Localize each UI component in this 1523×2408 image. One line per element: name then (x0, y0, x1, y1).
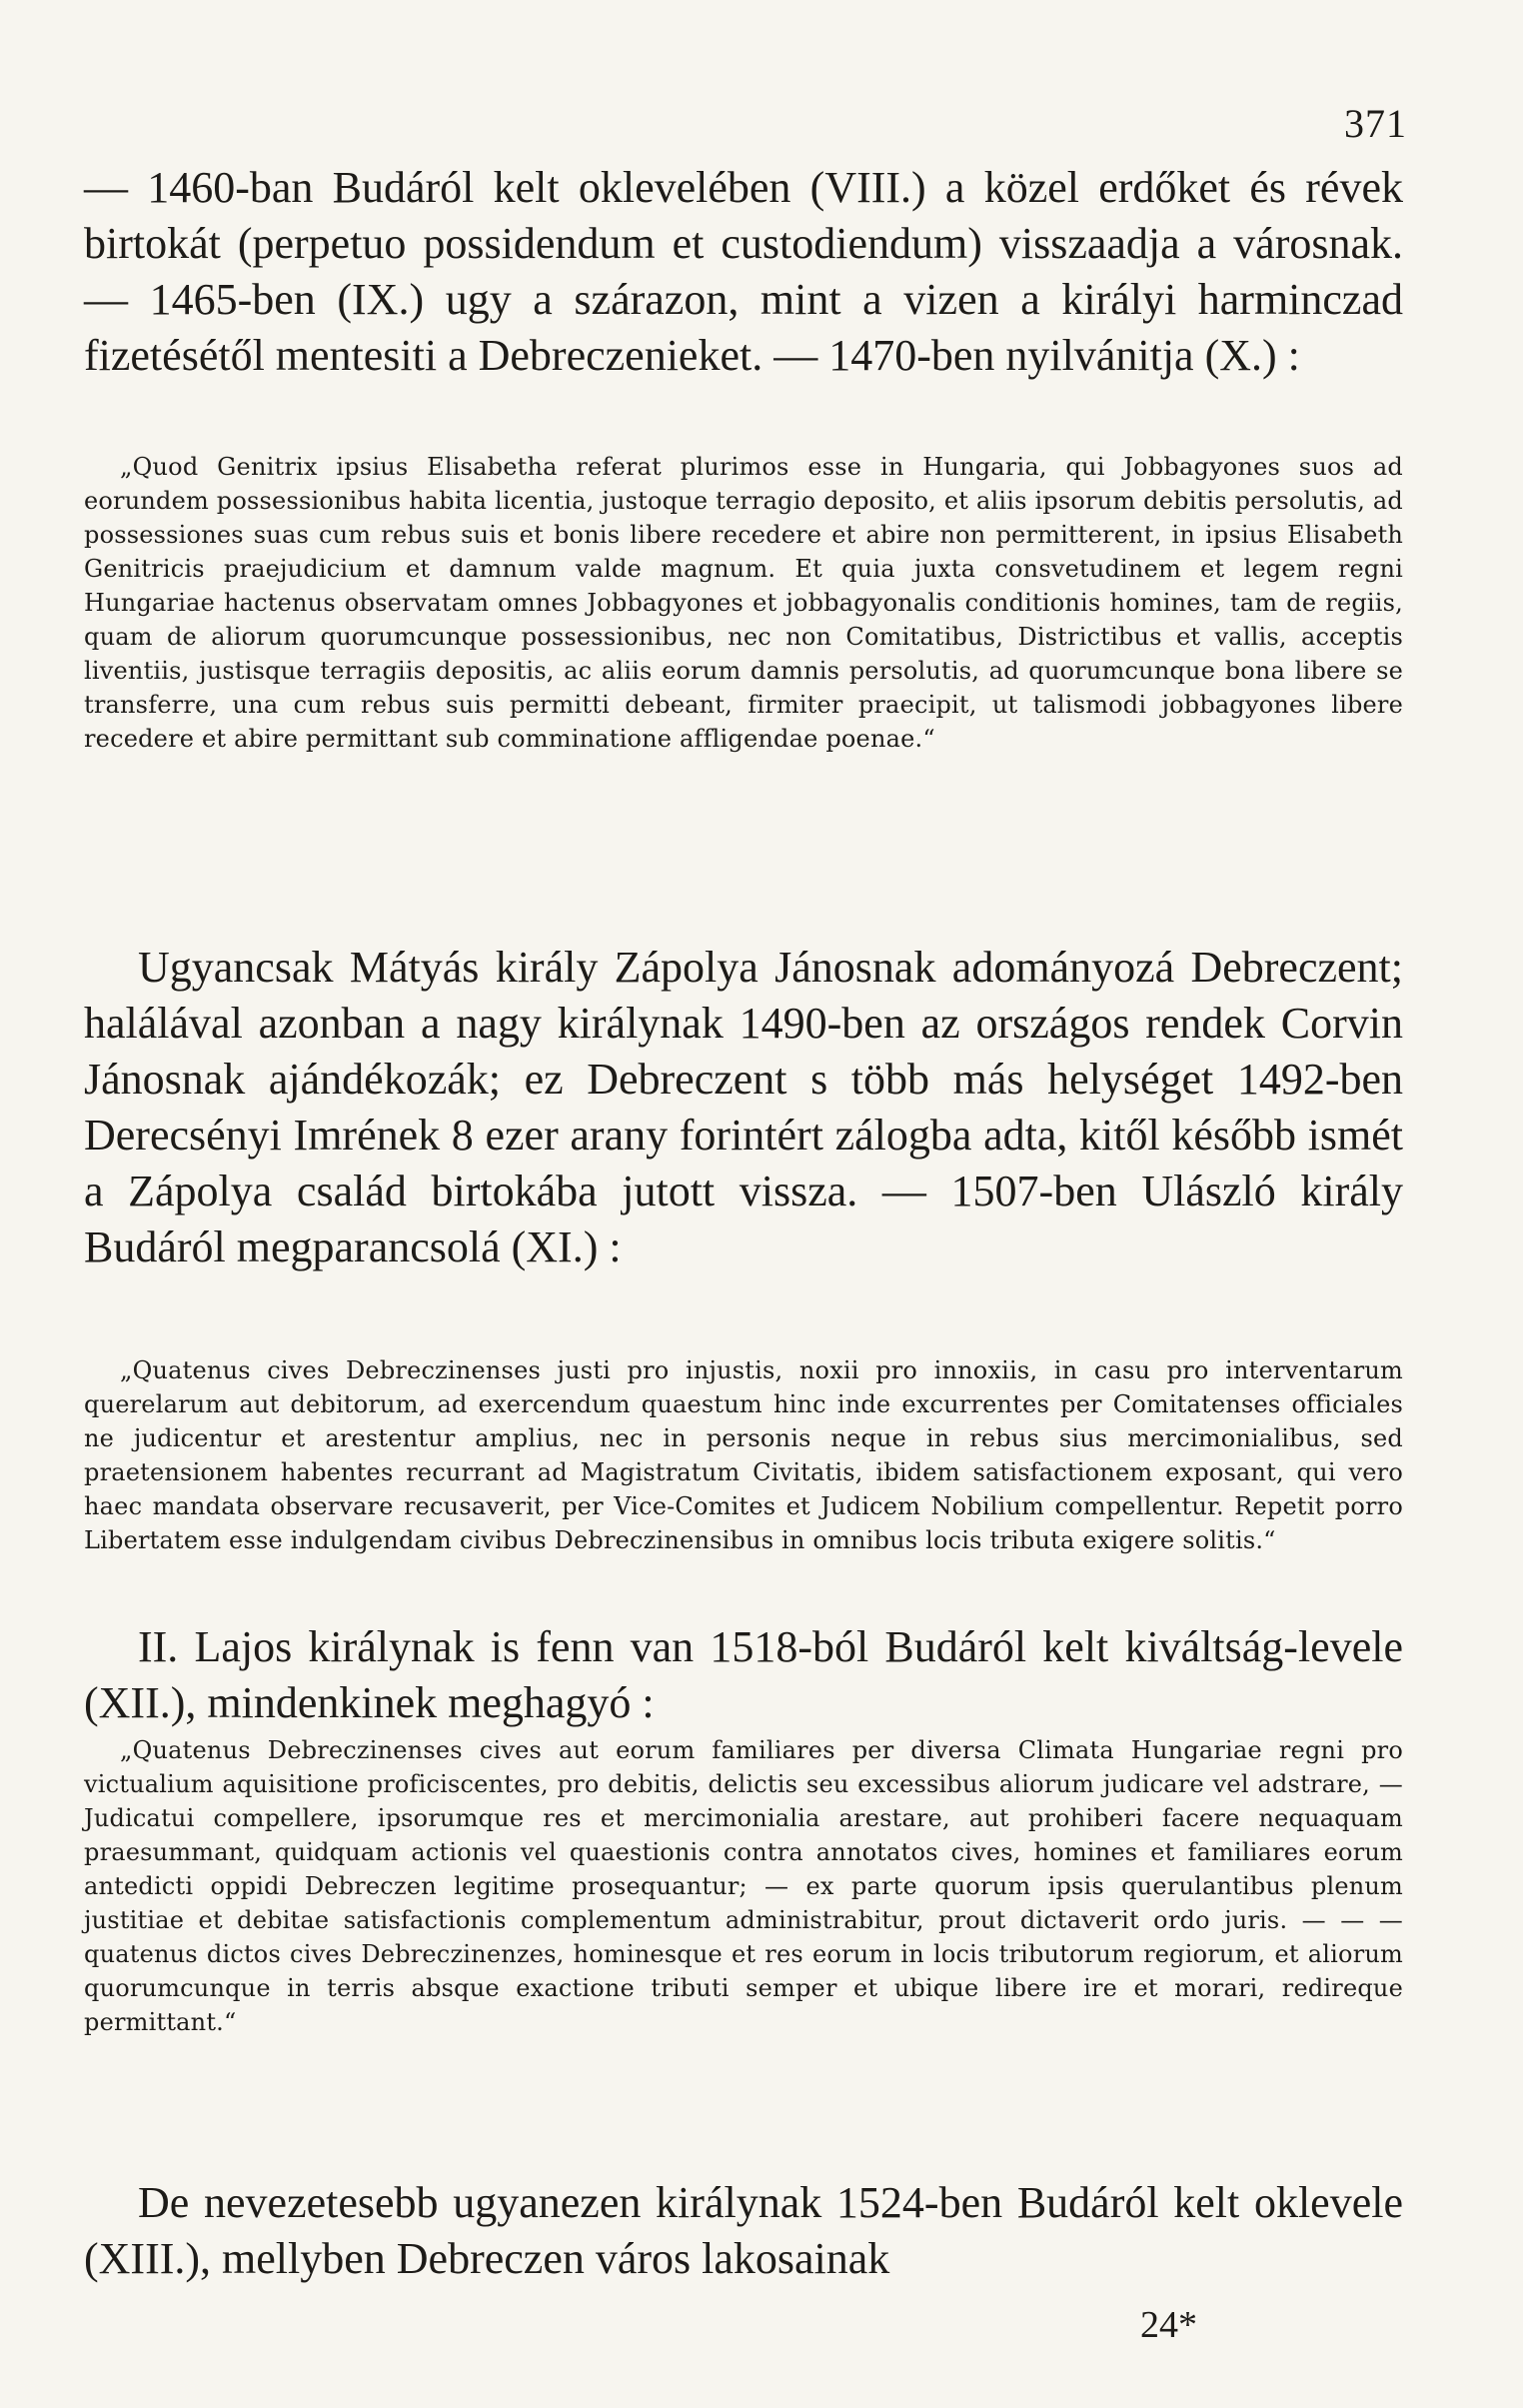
document-page (84, 0, 1407, 2408)
paragraph-1460-charter: — 1460-ban Budáról kelt oklevelében (VIII.) a közel erdőket és révek birtokát (perpetuo possidendum et custodiendum) visszaadja a városnak. — 1465-ben (IX.) ugy a szárazon, mint a vizen a királyi harminczad fizetésétől mentesiti a Debreczenieket. — 1470-ben nyilvánitja (X.) : (84, 163, 1403, 380)
latin-quote-1518: „Quatenus Debreczinenses cives aut eorum familiares per diversa Climata Hungariae regni pro victualium aquisitione proficiscentes, pro debitis, delictis seu excessibus aliorum judicare vel adstrare, — Judicatui compellere, ipsorumque res et mercimonialia arestare, aut prohiberi facere nequaquam praesummant, quidquam actionis vel quaestionis contra annotatos cives, homines et familiares eorum antedicti oppidi Debreczen legitime prosequantur; — ex parte quorum ipsis querulantibus plenum justitiae et debitae satisfactionis complementum administrabitur, prout dictaverit ordo juris. — — — quatenus dictos cives Debreczinenzes, hominesque et res eorum in locis tributorum regiorum, et aliorum quorumcunque in terris absque exactione tributi semper et ubique libere ire et morari, redireque permittant.“ (84, 1736, 1403, 2036)
printer-signature: 24* (1140, 2304, 1197, 2346)
page-number: 371 (1344, 101, 1407, 146)
latin-quote-1470: „Quod Genitrix ipsius Elisabetha referat plurimos esse in Hungaria, qui Jobbagyones suos ad eorundem possessionibus habita licentia, justoque terragio deposito, et aliis ipsorum debitis persolutis, ad possessiones suas cum rebus suis et bonis libere recedere et abire non permitterent, in ipsius Elisabeth Genitricis praejudicium et damnum valde magnum. Et quia juxta consvetudinem et legem regni Hungariae hactenus observatam omnes Jobbagyones et jobbagyonalis conditionis homines, tam de regiis, quam de aliorum quorumcunque possessionibus, nec non Comitatibus, Districtibus et vallis, acceptis liventiis, justisque terragiis depositis, ac aliis eorum damnis persolutis, ad quorumcunque bona libere se transferre, una cum rebus suis permitti debeant, firmiter praecipit, ut talismodi jobbagyones libere recedere et abire permittant sub comminatione affligendae poenae.“ (84, 453, 1403, 753)
paragraph-lajos-1518: II. Lajos királynak is fenn van 1518-ból Budáról kelt kiváltság-levele (XII.), mindenkinek meghagyó : (84, 1622, 1403, 1727)
latin-quote-1507: „Quatenus cives Debreczinenses justi pro injustis, noxii pro innoxiis, in casu pro interventarum querelarum aut debitorum, ad exercendum quaestum hinc inde excurrentes per Comitatenses officiales ne judicentur et arestentur amplius, nec in personis neque in rebus sius mercimonialibus, sed praetensionem habentes recurrant ad Magistratum Civitatis, ibidem satisfactionem exposant, qui vero haec mandata observare recusaverit, per Vice-Comites et Judicem Nobilium compellentur. Repetit porro Libertatem esse indulgendam civibus Debreczinensibus in omnibus locis tributa exigere solitis.“ (84, 1356, 1403, 1554)
paragraph-matyas-zapolya: Ugyancsak Mátyás király Zápolya Jánosnak adományozá Debreczent; halálával azonban a nagy királynak 1490-ben az országos rendek Corvin Jánosnak ajándékozák; ez Debreczent s több más helységet 1492-ben Derecsényi Imrének 8 ezer arany forintért zálogba adta, kitől később ismét a Zápolya család birtokába jutott vissza. — 1507-ben Ulászló király Budáról megparancsolá (XI.) : (84, 943, 1403, 1271)
paragraph-1524-charter: De nevezetesebb ugyanezen királynak 1524-ben Budáról kelt oklevele (XIII.), mellyben Debreczen város lakosainak (84, 2178, 1403, 2283)
